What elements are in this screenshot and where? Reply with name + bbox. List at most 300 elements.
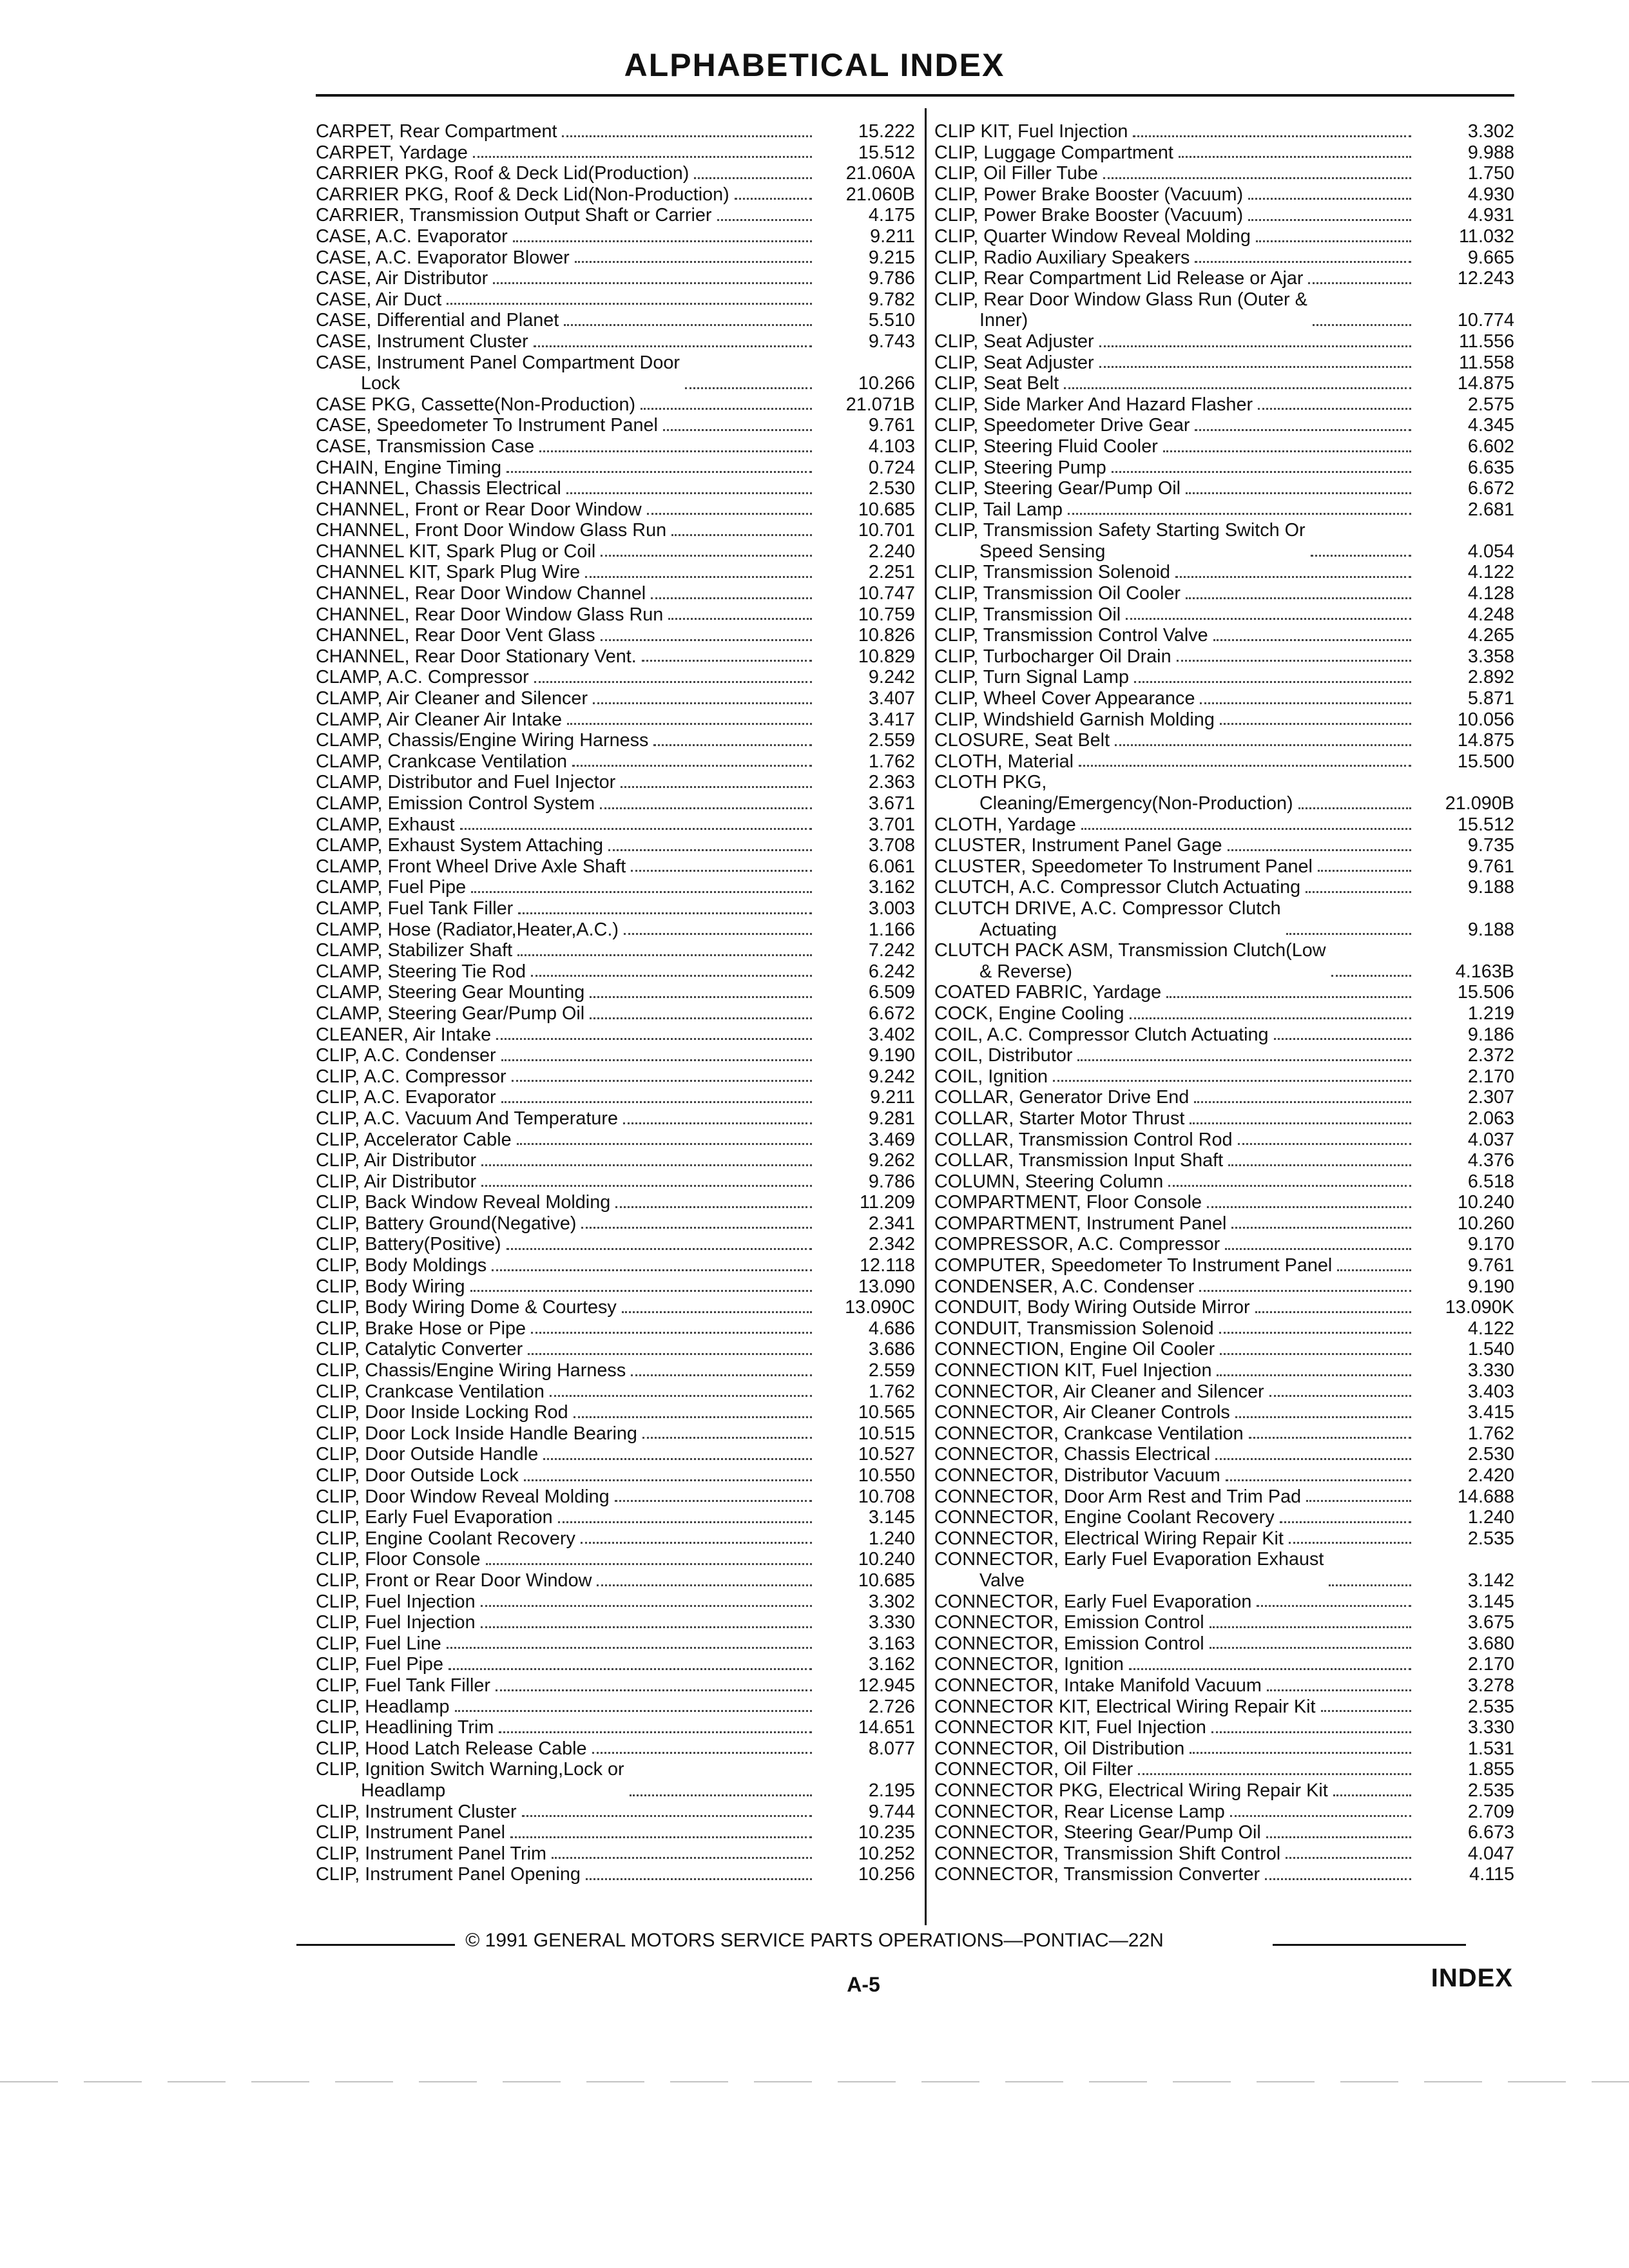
entry-page-number: 3.417	[868, 709, 915, 730]
entry-name: CLAMP, Air Cleaner and Silencer	[316, 688, 588, 709]
dot-leader	[1211, 1731, 1411, 1733]
entry-page-number: 3.278	[1467, 1675, 1514, 1696]
entry-name: CLIP, Back Window Reveal Molding	[316, 1192, 611, 1213]
entry-name: CLIP, Body Wiring Dome & Courtesy	[316, 1297, 617, 1318]
index-entry	[934, 1255, 1514, 1276]
entry-name: CLIP, Door Outside Handle	[316, 1444, 539, 1465]
entry-page-number: 2.535	[1467, 1696, 1514, 1717]
entry-name: CLAMP, Emission Control System	[316, 793, 595, 814]
entry-name: CARPET, Yardage	[316, 142, 468, 163]
entry-name: CONNECTOR PKG, Electrical Wiring Repair Kit	[934, 1780, 1328, 1801]
entry-name: CLAMP, Hose (Radiator,Heater,A.C.)	[316, 919, 619, 940]
dot-leader	[647, 513, 812, 515]
entry-page-number: 3.330	[868, 1612, 915, 1633]
entry-name: CONNECTION, Engine Oil Cooler	[934, 1339, 1215, 1360]
index-entry	[934, 751, 1514, 773]
dot-leader	[1163, 450, 1411, 452]
entry-page-number: 9.782	[868, 289, 915, 310]
dot-leader	[1213, 639, 1411, 641]
entry-page-number: 3.330	[1467, 1360, 1514, 1381]
index-entry	[934, 121, 1514, 142]
entry-page-number: 3.469	[868, 1129, 915, 1150]
entry-page-number: 2.559	[868, 1360, 915, 1381]
entry-page-number: 3.163	[868, 1633, 915, 1654]
entry-name: CONNECTOR KIT, Electrical Wiring Repair Kit	[934, 1696, 1316, 1717]
index-entry	[316, 520, 915, 541]
index-entry	[316, 1066, 915, 1088]
dot-leader	[518, 912, 812, 914]
dot-leader	[473, 156, 812, 158]
index-entry	[934, 478, 1514, 499]
entry-page-number: 2.709	[1467, 1801, 1514, 1822]
index-entry	[316, 1465, 915, 1486]
entry-name: CLAMP, Air Cleaner Air Intake	[316, 709, 563, 730]
dot-leader	[624, 933, 812, 935]
dot-leader	[1190, 1122, 1411, 1124]
index-entry	[934, 730, 1514, 751]
entry-name: CONNECTOR, Early Fuel Evaporation	[934, 1591, 1252, 1612]
title-rule	[316, 94, 1514, 97]
entry-name: COIL, A.C. Compressor Clutch Actuating	[934, 1024, 1269, 1045]
dot-leader	[531, 975, 812, 977]
dot-leader	[1311, 555, 1411, 557]
dot-leader	[1248, 198, 1411, 200]
index-entry	[934, 835, 1514, 856]
entry-page-number: 3.142	[1467, 1570, 1514, 1591]
index-entry	[934, 709, 1514, 731]
footer-copyright: © 1991 GENERAL MOTORS SERVICE PARTS OPERATIONS—PONTIAC—22N	[0, 1930, 1629, 1952]
entry-name: CLIP, Door Window Reveal Molding	[316, 1486, 610, 1507]
entry-page-number: 3.686	[868, 1339, 915, 1360]
index-entry	[934, 667, 1514, 688]
dot-leader	[1235, 1416, 1411, 1418]
entry-name: CLAMP, Stabilizer Shaft	[316, 940, 513, 961]
dot-leader	[1077, 1059, 1411, 1061]
entry-page-number: 10.256	[858, 1864, 915, 1885]
entry-name: CLIP, Hood Latch Release Cable	[316, 1738, 587, 1759]
entry-page-number: 15.222	[858, 121, 915, 142]
entry-page-number: 10.759	[858, 604, 915, 625]
index-entry	[316, 898, 915, 919]
entry-name: CLAMP, Exhaust	[316, 814, 455, 835]
dot-leader	[1258, 408, 1411, 410]
entry-page-number: 10.515	[858, 1423, 915, 1444]
dot-leader	[1126, 618, 1411, 620]
index-entry	[316, 457, 915, 479]
entry-name: CLIP, Battery(Positive)	[316, 1234, 501, 1255]
dot-leader	[513, 240, 812, 242]
dot-leader	[1257, 1605, 1411, 1607]
dot-leader	[1286, 1857, 1411, 1859]
entry-name: CLIP, Headlining Trim	[316, 1717, 494, 1738]
dot-leader	[694, 177, 812, 179]
dot-leader	[493, 282, 812, 284]
entry-name: CLAMP, Fuel Pipe	[316, 877, 467, 898]
dot-leader	[1112, 471, 1411, 473]
entry-name: CONNECTOR, Transmission Converter	[934, 1864, 1260, 1885]
index-entry	[934, 163, 1514, 184]
index-column-right	[934, 121, 1514, 1885]
index-entry	[934, 1591, 1514, 1613]
entry-page-number: 9.786	[868, 268, 915, 289]
index-entry	[316, 1654, 915, 1675]
dot-leader	[1306, 1500, 1411, 1502]
dot-leader	[481, 1626, 812, 1628]
index-entry	[316, 1591, 915, 1613]
entry-page-number: 2.170	[1467, 1654, 1514, 1675]
entry-name: CONNECTOR, Electrical Wiring Repair Kit	[934, 1528, 1284, 1549]
index-entry	[934, 1843, 1514, 1865]
dot-leader	[486, 1563, 812, 1565]
index-entry	[934, 1276, 1514, 1298]
index-entry	[316, 1822, 915, 1843]
section-label: INDEX	[1431, 1964, 1513, 1992]
entry-name: CASE, Speedometer To Instrument Panel	[316, 415, 658, 436]
scan-artifact	[0, 2081, 1629, 2082]
entry-page-number: 2.530	[1467, 1444, 1514, 1465]
index-entry	[934, 1213, 1514, 1235]
entry-page-number: 3.330	[1467, 1717, 1514, 1738]
index-entry	[934, 1780, 1514, 1802]
index-entry	[934, 1759, 1514, 1780]
entry-name: CLUSTER, Speedometer To Instrument Panel	[934, 856, 1313, 877]
entry-page-number: 10.829	[858, 646, 915, 667]
entry-name: CARRIER PKG, Roof & Deck Lid(Production)	[316, 163, 689, 184]
index-entry	[316, 478, 915, 499]
index-entry	[934, 499, 1514, 521]
dot-leader	[1064, 387, 1411, 389]
index-entry	[316, 1045, 915, 1066]
dot-leader	[1231, 1227, 1411, 1229]
index-entry	[934, 1802, 1514, 1823]
dot-leader	[1133, 135, 1411, 137]
entry-page-number: 21.060B	[845, 184, 915, 205]
dot-leader	[460, 828, 812, 830]
dot-leader	[1337, 1269, 1411, 1271]
dot-leader	[622, 1311, 812, 1313]
dot-leader	[522, 1815, 812, 1817]
entry-page-number: 9.761	[868, 415, 915, 436]
dot-leader	[517, 954, 812, 956]
dot-leader	[567, 723, 812, 725]
index-entry	[934, 1234, 1514, 1255]
index-column-left	[316, 121, 915, 1885]
index-entry	[316, 1549, 915, 1570]
entry-name: CLIP, Transmission Control Valve	[934, 625, 1208, 646]
dot-leader	[562, 135, 812, 137]
index-entry	[316, 394, 915, 416]
entry-page-number: 9.170	[1467, 1234, 1514, 1255]
entry-page-number: 9.188	[1467, 877, 1514, 898]
entry-name: CLIP, Brake Hose or Pipe	[316, 1318, 526, 1339]
dot-leader	[447, 1647, 812, 1649]
index-entry	[934, 1486, 1514, 1508]
entry-page-number: 2.420	[1467, 1465, 1514, 1486]
entry-page-number: 9.190	[868, 1045, 915, 1066]
dot-leader	[1079, 765, 1411, 767]
index-entry	[316, 1570, 915, 1591]
entry-page-number: 4.930	[1467, 184, 1514, 205]
entry-name: COLLAR, Starter Motor Thrust	[934, 1108, 1185, 1129]
index-entry	[316, 940, 915, 961]
entry-name: CLIP KIT, Fuel Injection	[934, 121, 1128, 142]
dot-leader	[1225, 1248, 1411, 1250]
entry-page-number: 2.575	[1467, 394, 1514, 415]
entry-page-number: 3.003	[868, 898, 915, 919]
index-entry	[316, 1276, 915, 1298]
dot-leader	[1129, 1668, 1411, 1670]
dot-leader	[1186, 597, 1411, 599]
entry-page-number: 13.090K	[1445, 1297, 1514, 1318]
entry-name: CLIP, Wheel Cover Appearance	[934, 688, 1195, 709]
entry-page-number: 3.415	[1467, 1402, 1514, 1423]
dot-leader	[506, 1248, 812, 1250]
entry-name: CLIP, Fuel Injection	[316, 1591, 476, 1612]
dot-leader	[590, 1017, 812, 1019]
entry-name: CLIP, Rear Door Window Glass Run (Outer & Inner)	[934, 289, 1307, 331]
index-entry	[316, 142, 915, 164]
entry-name: CLOTH, Yardage	[934, 814, 1076, 835]
index-entry	[316, 163, 915, 184]
entry-name: CLUTCH PACK ASM, Transmission Clutch(Low & Reverse)	[934, 940, 1326, 982]
index-entry	[316, 1003, 915, 1024]
dot-leader	[574, 1416, 812, 1418]
entry-page-number: 3.145	[1467, 1591, 1514, 1612]
dot-leader	[1177, 660, 1411, 662]
entry-name: CLIP, Front or Rear Door Window	[316, 1570, 592, 1591]
entry-page-number: 10.550	[858, 1465, 915, 1486]
index-entry	[934, 1822, 1514, 1843]
entry-page-number: 9.190	[1467, 1276, 1514, 1297]
index-entry	[316, 1192, 915, 1213]
entry-page-number: 2.240	[868, 541, 915, 562]
dot-leader	[608, 849, 812, 851]
dot-leader	[735, 198, 812, 200]
entry-name: CLIP, Accelerator Cable	[316, 1129, 512, 1150]
index-entry	[316, 1759, 915, 1801]
dot-leader	[566, 492, 812, 494]
entry-name: CLIP, Oil Filler Tube	[934, 163, 1098, 184]
entry-name: CLAMP, Steering Tie Rod	[316, 961, 526, 982]
entry-name: CLOTH, Material	[934, 751, 1074, 772]
entry-page-number: 10.260	[1457, 1213, 1514, 1234]
dot-leader	[534, 681, 812, 683]
entry-name: CLUSTER, Instrument Panel Gage	[934, 835, 1222, 856]
entry-name: CLIP, Instrument Panel	[316, 1822, 506, 1843]
entry-name: CLAMP, Crankcase Ventilation	[316, 751, 568, 772]
entry-name: CLIP, Speedometer Drive Gear	[934, 415, 1190, 436]
dot-leader	[471, 891, 812, 893]
index-entry	[316, 1802, 915, 1823]
index-entry	[316, 1108, 915, 1129]
entry-name: CONNECTOR, Emission Control	[934, 1633, 1204, 1654]
entry-page-number: 1.540	[1467, 1339, 1514, 1360]
dot-leader	[1186, 492, 1411, 494]
dot-leader	[492, 1269, 812, 1271]
entry-page-number: 2.307	[1467, 1087, 1514, 1108]
entry-name: CLIP, Door Lock Inside Handle Bearing	[316, 1423, 637, 1444]
entry-name: CASE, Differential and Planet	[316, 310, 559, 331]
dot-leader	[1308, 282, 1411, 284]
entry-page-number: 6.672	[1467, 478, 1514, 499]
index-entry	[316, 415, 915, 436]
entry-name: CONNECTOR, Rear License Lamp	[934, 1801, 1225, 1822]
entry-name: CONNECTOR, Ignition	[934, 1654, 1124, 1675]
index-entry	[934, 1423, 1514, 1445]
index-entry	[316, 709, 915, 731]
entry-page-number: 2.530	[868, 478, 915, 499]
entry-page-number: 9.211	[870, 226, 915, 247]
entry-name: COLLAR, Transmission Input Shaft	[934, 1150, 1224, 1171]
entry-name: COMPARTMENT, Instrument Panel	[934, 1213, 1227, 1234]
dot-leader	[496, 1038, 812, 1040]
index-entry	[316, 730, 915, 751]
index-entry	[316, 1738, 915, 1760]
entry-name: CLAMP, Front Wheel Drive Axle Shaft	[316, 856, 626, 877]
dot-leader	[631, 1374, 812, 1376]
entry-name: CLIP, Turn Signal Lamp	[934, 667, 1130, 688]
entry-page-number: 3.162	[868, 877, 915, 898]
entry-name: CLIP, Headlamp	[316, 1696, 450, 1717]
entry-page-number: 4.175	[868, 205, 915, 226]
entry-page-number: 21.090B	[1445, 793, 1514, 814]
index-entry	[316, 1255, 915, 1276]
entry-name: CLIP, Body Wiring	[316, 1276, 465, 1297]
index-entry	[934, 1507, 1514, 1528]
entry-name: CONNECTOR, Chassis Electrical	[934, 1444, 1211, 1465]
dot-leader	[552, 1857, 812, 1859]
index-entry	[316, 1171, 915, 1193]
index-entry	[934, 1633, 1514, 1655]
entry-page-number: 6.602	[1467, 436, 1514, 457]
dot-leader	[1210, 1647, 1411, 1649]
dot-leader	[597, 1584, 812, 1586]
index-entry	[934, 1654, 1514, 1675]
dot-leader	[1053, 1080, 1411, 1082]
index-entry	[934, 520, 1514, 562]
entry-name: CLAMP, Steering Gear/Pump Oil	[316, 1003, 585, 1024]
index-entry	[316, 184, 915, 206]
dot-leader	[1329, 1584, 1411, 1586]
index-entry	[316, 835, 915, 856]
entry-page-number: 13.090	[858, 1276, 915, 1297]
entry-name: CARRIER PKG, Roof & Deck Lid(Non-Production)	[316, 184, 729, 205]
entry-page-number: 2.535	[1467, 1780, 1514, 1801]
entry-name: COLUMN, Steering Column	[934, 1171, 1164, 1192]
entry-name: CLIP, Power Brake Booster (Vacuum)	[934, 184, 1244, 205]
entry-page-number: 9.988	[1467, 142, 1514, 163]
entry-page-number: 10.235	[858, 1822, 915, 1843]
entry-name: CHANNEL KIT, Spark Plug Wire	[316, 562, 581, 583]
index-entry	[934, 814, 1514, 836]
entry-page-number: 9.186	[1467, 1024, 1514, 1045]
entry-name: CLIP, A.C. Evaporator	[316, 1087, 496, 1108]
index-entry	[316, 1402, 915, 1423]
index-entry	[934, 877, 1514, 898]
entry-name: CLIP, Instrument Panel Trim	[316, 1843, 546, 1864]
entry-name: CASE, A.C. Evaporator	[316, 226, 508, 247]
entry-name: CASE PKG, Cassette(Non-Production)	[316, 394, 636, 415]
entry-page-number: 6.673	[1467, 1822, 1514, 1843]
index-entry	[934, 604, 1514, 626]
dot-leader	[572, 765, 812, 767]
dot-leader	[1190, 1752, 1411, 1754]
entry-name: CLIP, Ignition Switch Warning,Lock or Headlamp	[316, 1759, 624, 1801]
dot-leader	[592, 1752, 813, 1754]
entry-page-number: 3.162	[868, 1654, 915, 1675]
index-entry	[934, 1108, 1514, 1129]
index-entry	[934, 1087, 1514, 1108]
entry-name: COMPARTMENT, Floor Console	[934, 1192, 1202, 1213]
entry-name: CLIP, Transmission Solenoid	[934, 562, 1171, 583]
index-entry	[316, 1696, 915, 1718]
index-entry	[934, 982, 1514, 1003]
index-entry	[316, 352, 915, 394]
entry-page-number: 2.342	[868, 1234, 915, 1255]
entry-name: CASE, Air Distributor	[316, 268, 488, 289]
dot-leader	[1199, 1290, 1411, 1292]
index-entry	[316, 1675, 915, 1696]
index-entry	[934, 1003, 1514, 1024]
index-entry	[934, 562, 1514, 583]
entry-page-number: 10.701	[858, 520, 915, 541]
entry-name: CHANNEL, Rear Door Vent Glass	[316, 625, 595, 646]
dot-leader	[448, 1668, 812, 1670]
dot-leader	[558, 1521, 812, 1523]
entry-name: CHANNEL, Rear Door Stationary Vent.	[316, 646, 637, 667]
entry-name: CLAMP, Exhaust System Attaching	[316, 835, 604, 856]
entry-name: CLOTH PKG, Cleaning/Emergency(Non-Production)	[934, 772, 1293, 814]
entry-page-number: 4.054	[1467, 541, 1514, 562]
index-entry	[934, 1444, 1514, 1465]
index-entry	[934, 1612, 1514, 1633]
entry-page-number: 21.071B	[845, 394, 915, 415]
entry-page-number: 6.509	[868, 982, 915, 1003]
entry-name: CHAIN, Engine Timing	[316, 457, 502, 478]
dot-leader	[534, 345, 812, 347]
dot-leader	[1306, 891, 1411, 893]
entry-page-number: 15.512	[1457, 814, 1514, 835]
dot-leader	[1219, 1332, 1411, 1334]
entry-page-number: 11.209	[860, 1192, 915, 1213]
entry-name: CLIP, Early Fuel Evaporation	[316, 1507, 553, 1528]
dot-leader	[1207, 1206, 1411, 1208]
entry-page-number: 9.735	[1467, 835, 1514, 856]
entry-name: CLIP, A.C. Condenser	[316, 1045, 496, 1066]
dot-leader	[641, 408, 812, 410]
entry-page-number: 9.744	[868, 1801, 915, 1822]
entry-name: CLIP, Radio Auxiliary Speakers	[934, 247, 1190, 268]
index-entry	[316, 814, 915, 836]
index-entry	[934, 772, 1514, 814]
page-number: A-5	[847, 1973, 880, 1996]
entry-page-number: 1.240	[1467, 1507, 1514, 1528]
entry-name: CLAMP, Fuel Tank Filler	[316, 898, 514, 919]
entry-page-number: 12.118	[860, 1255, 915, 1276]
index-entry	[316, 583, 915, 604]
dot-leader	[1215, 1458, 1411, 1460]
entry-name: CLIP, A.C. Vacuum And Temperature	[316, 1108, 619, 1129]
entry-page-number: 1.762	[1467, 1423, 1514, 1444]
entry-page-number: 9.211	[870, 1087, 915, 1108]
dot-leader	[1274, 1038, 1411, 1040]
entry-name: CHANNEL, Front Door Window Glass Run	[316, 520, 667, 541]
dot-leader	[510, 1836, 812, 1838]
entry-page-number: 3.302	[1467, 121, 1514, 142]
entry-page-number: 4.037	[1467, 1129, 1514, 1150]
entry-page-number: 5.871	[1467, 688, 1514, 709]
entry-page-number: 9.242	[868, 667, 915, 688]
